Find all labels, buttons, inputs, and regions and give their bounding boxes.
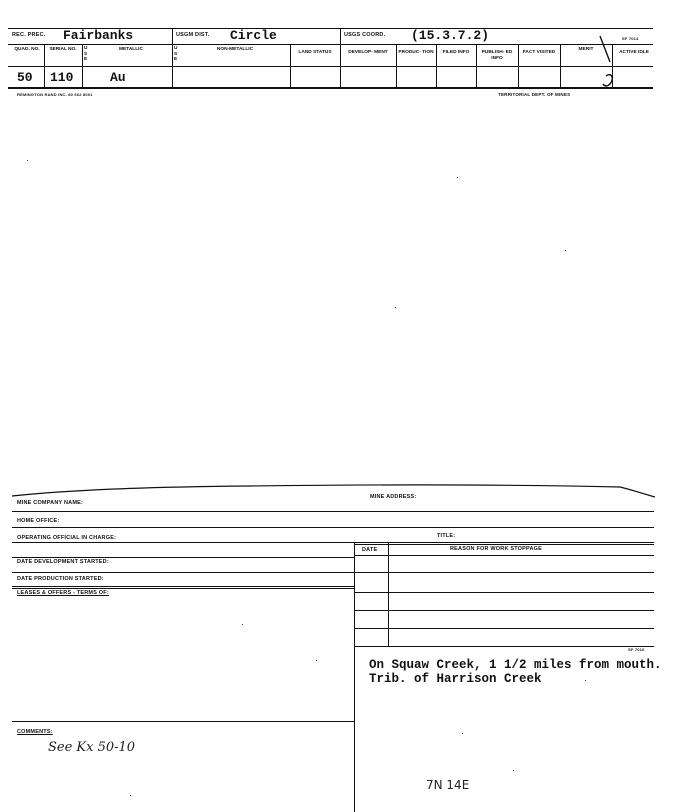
- rec-prec-label: REC. PREC.: [12, 32, 46, 38]
- scan-speck: [513, 770, 514, 771]
- col-serial: SERIAL NO.: [49, 47, 77, 52]
- col-quad: QUAD. NO.: [14, 47, 40, 52]
- usgs-coord-value: (15.3.7.2): [411, 28, 490, 43]
- department-name: TERRITORIAL DEPT. OF MINES: [498, 92, 571, 97]
- scan-speck: [565, 250, 566, 251]
- date-production-label: DATE PRODUCTION STARTED:: [17, 576, 104, 582]
- col-land-status: LAND STATUS: [298, 50, 332, 55]
- rec-prec-value: Fairbanks: [63, 28, 134, 43]
- quad-no-value: 50: [17, 70, 33, 85]
- usgm-dist-value: Circle: [230, 28, 277, 43]
- col-metallic: METALLIC: [119, 47, 143, 52]
- form-number: SF 7014: [622, 36, 639, 41]
- leases-label: LEASES & OFFERS - TERMS OF:: [17, 590, 109, 596]
- serial-no-value: 110: [50, 70, 74, 85]
- col-nonmetallic-code: U S E: [174, 46, 178, 62]
- location-line-1: On Squaw Creek, 1 1/2 miles from mouth.: [369, 658, 662, 672]
- card-edge: [10, 478, 655, 500]
- scan-speck: [457, 177, 458, 178]
- operating-official-label: OPERATING OFFICIAL IN CHARGE:: [17, 535, 117, 541]
- title-label: TITLE:: [437, 533, 456, 539]
- comments-label: COMMENTS:: [17, 729, 53, 735]
- scan-speck: [242, 624, 243, 625]
- col-active-idle: ACTIVE IDLE: [619, 50, 649, 55]
- col-merit: MERIT: [578, 47, 594, 52]
- stoppage-date-header: DATE: [362, 547, 378, 553]
- metallic-value: Au: [110, 70, 126, 85]
- printer-line: REMINGTON RAND INC. 80 662 8001: [17, 92, 93, 97]
- date-development-label: DATE DEVELOPMENT STARTED:: [17, 559, 109, 565]
- col-nonmetallic: NON-METALLIC: [216, 47, 254, 52]
- scan-speck: [130, 795, 131, 796]
- scan-speck: [316, 660, 317, 661]
- form-number-bottom: SF 7016: [628, 647, 645, 652]
- handwritten-township-note: 7N 14E: [426, 778, 470, 792]
- location-line-2: Trib. of Harrison Creek: [369, 672, 542, 686]
- scan-speck: [585, 680, 586, 681]
- mine-company-label: MINE COMPANY NAME:: [17, 500, 84, 506]
- usgs-coord-label: USGS COORD.: [344, 32, 386, 38]
- usgm-dist-label: USGM DIST.: [176, 32, 210, 38]
- col-development: DEVELOP- MENT: [348, 50, 388, 55]
- mine-address-label: MINE ADDRESS:: [370, 494, 417, 500]
- scan-speck: [27, 160, 28, 161]
- col-production: PRODUC- TION: [398, 50, 434, 55]
- scan-speck: [395, 307, 396, 308]
- col-fact-visited: FACT VISITED: [522, 50, 556, 55]
- stoppage-reason-header: REASON FOR WORK STOPPAGE: [450, 546, 542, 552]
- comments-handwriting: See Kx 50-10: [48, 740, 136, 755]
- scan-speck: [462, 733, 463, 734]
- checkmark-icon: [598, 34, 618, 88]
- col-filed-info: FILED INFO: [442, 50, 470, 55]
- home-office-label: HOME OFFICE:: [17, 518, 60, 524]
- col-published-info: PUBLISH- ED INFO: [481, 50, 513, 61]
- col-metallic-code: U S E: [84, 46, 88, 62]
